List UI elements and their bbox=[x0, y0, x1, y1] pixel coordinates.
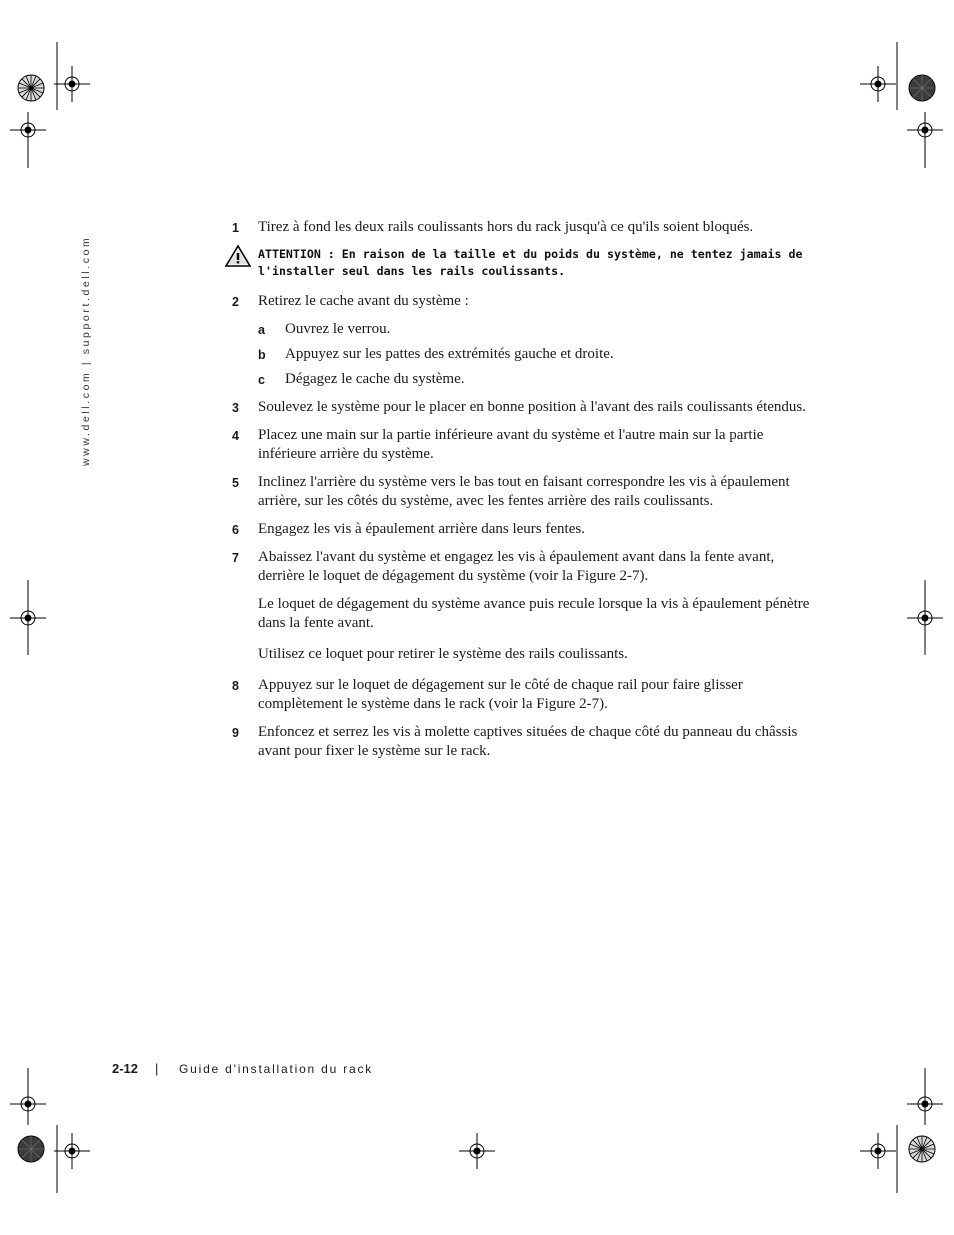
step-7-note-1: Le loquet de dégagement du système avance puis recule lorsque la vis à épaulement pénètre dans la fente avant. bbox=[258, 596, 810, 631]
step-number: 1 bbox=[232, 221, 239, 235]
step-number: 8 bbox=[232, 679, 239, 693]
step-5 bbox=[232, 473, 817, 511]
warning-triangle-icon bbox=[224, 244, 252, 268]
substep-text: Dégagez le cache du système. bbox=[285, 371, 465, 387]
step-4 bbox=[232, 426, 817, 464]
step-1 bbox=[232, 218, 817, 237]
step-8 bbox=[232, 676, 817, 714]
step-text: Tirez à fond les deux rails coulissants hors du rack jusqu'à ce qu'ils soient bloqués. bbox=[258, 219, 754, 235]
step-7 bbox=[232, 548, 817, 586]
page-number: 2-12 bbox=[112, 1061, 139, 1076]
step-number: 7 bbox=[232, 551, 239, 565]
step-number: 6 bbox=[232, 523, 239, 537]
substep-text: Appuyez sur les pattes des extrémités gauche et droite. bbox=[285, 346, 614, 362]
step-text: Abaissez l'avant du système et engagez les vis à épaulement avant dans la fente avant, derrière le loquet de dégagement du système (voir la Figure 2-7). bbox=[258, 549, 775, 584]
step-number: 4 bbox=[232, 429, 239, 443]
substep-text: Ouvrez le verrou. bbox=[285, 321, 391, 337]
step-number: 3 bbox=[232, 401, 239, 415]
step-text: Inclinez l'arrière du système vers le bas tout en faisant correspondre les vis à épaulement arrière, sur les côtés du système, avec les fentes arrière des rails coulissants. bbox=[258, 474, 790, 509]
substep-letter: a bbox=[258, 323, 265, 337]
step-text: Retirez le cache avant du système : bbox=[258, 293, 469, 309]
substep-b bbox=[232, 345, 817, 364]
step-number: 9 bbox=[232, 726, 239, 740]
step-6 bbox=[232, 520, 817, 539]
substep-a bbox=[232, 320, 817, 339]
step-text: Placez une main sur la partie inférieure avant du système et l'autre main sur la partie inférieure arrière du système. bbox=[258, 427, 764, 462]
caution-note bbox=[232, 246, 817, 280]
footer-separator: | bbox=[155, 1061, 159, 1076]
step-3 bbox=[232, 398, 817, 417]
caution-text: ATTENTION : En raison de la taille et du poids du système, ne tentez jamais de l'installer seul dans les rails coulissants. bbox=[258, 247, 803, 278]
substep-letter: b bbox=[258, 348, 266, 362]
step-text: Enfoncez et serrez les vis à molette captives situées de chaque côté du panneau du châssis avant pour fixer le système sur le rack. bbox=[258, 724, 798, 759]
step-9 bbox=[232, 723, 817, 761]
step-number: 2 bbox=[232, 295, 239, 309]
step-7-note-2: Utilisez ce loquet pour retirer le système des rails coulissants. bbox=[258, 646, 628, 662]
step-2 bbox=[232, 292, 817, 311]
substep-c bbox=[232, 370, 817, 389]
document-title: Guide d'installation du rack bbox=[179, 1062, 374, 1076]
step-number: 5 bbox=[232, 476, 239, 490]
substep-letter: c bbox=[258, 373, 265, 387]
instructions bbox=[232, 218, 817, 761]
step-text: Soulevez le système pour le placer en bonne position à l'avant des rails coulissants étendus. bbox=[258, 399, 806, 415]
sidebar-url: www.dell.com | support.dell.com bbox=[80, 235, 92, 466]
step-text: Engagez les vis à épaulement arrière dans leurs fentes. bbox=[258, 521, 585, 537]
step-text: Appuyez sur le loquet de dégagement sur le côté de chaque rail pour faire glisser complètement le système dans le rack (voir la Figure 2-7). bbox=[258, 677, 743, 712]
